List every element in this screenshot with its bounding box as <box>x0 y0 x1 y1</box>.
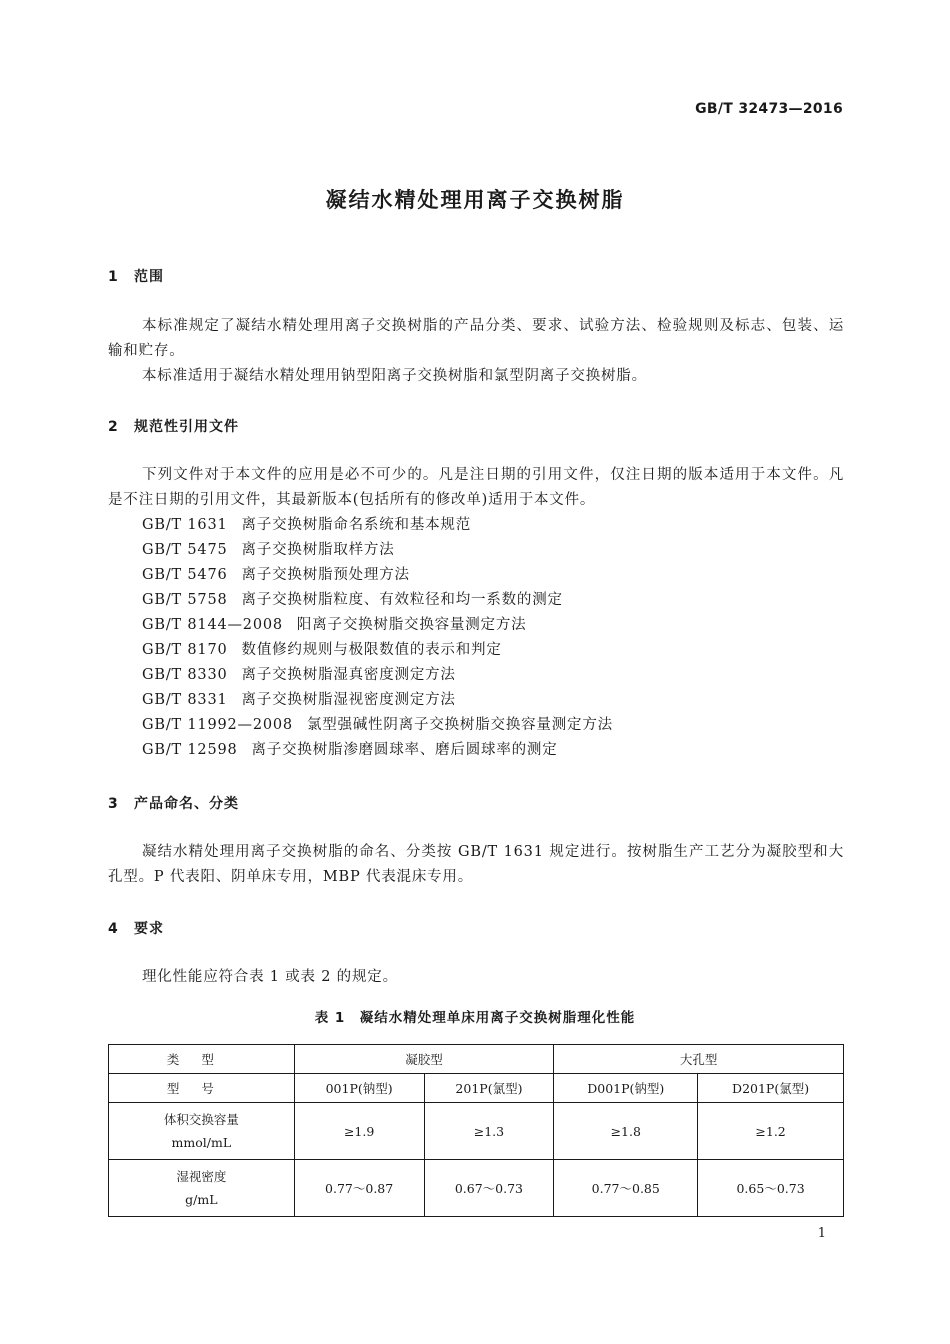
section-1-paragraph-2: 本标准适用于凝结水精处理用钠型阳离子交换树脂和氯型阴离子交换树脂。 <box>142 368 647 384</box>
value-cell: ≥1.9 <box>294 1103 424 1160</box>
section-2-paragraph-1: 下列文件对于本文件的应用是必不可少的。凡是注日期的引用文件，仅注日期的版本适用于本文件。凡是不注日期的引用文件，其最新版本(包括所有的修改单)适用于本文件。 <box>108 467 844 508</box>
table-row <box>109 1103 844 1160</box>
section-3-heading <box>108 793 239 813</box>
reference-title: 离子交换树脂湿视密度测定方法 <box>241 692 456 708</box>
reference-code: GB/T 8144—2008 <box>142 617 283 633</box>
model-cell: D001P(钠型) <box>554 1074 698 1103</box>
normative-references-list <box>142 513 613 763</box>
reference-code: GB/T 5476 <box>142 567 228 583</box>
gel-type-header: 凝胶型 <box>294 1045 554 1074</box>
reference-item <box>142 538 613 563</box>
value-cell: ≥1.3 <box>424 1103 554 1160</box>
property-name: 体积交换容量 <box>163 1112 239 1127</box>
section-1-paragraph-1: 本标准规定了凝结水精处理用离子交换树脂的产品分类、要求、试验方法、检验规则及标志、包装、运输和贮存。 <box>108 318 844 359</box>
value-cell: 0.77～0.87 <box>294 1160 424 1217</box>
property-name-cell <box>109 1103 295 1160</box>
reference-title: 离子交换树脂粒度、有效粒径和均一系数的测定 <box>241 592 563 608</box>
model-cell: D201P(氯型) <box>698 1074 844 1103</box>
section-1-heading <box>108 266 164 286</box>
table-caption: 表 1 凝结水精处理单床用离子交换树脂理化性能 <box>314 1010 636 1026</box>
reference-code: GB/T 5475 <box>142 542 228 558</box>
section-2-heading <box>108 416 239 436</box>
section-number: 2 <box>108 419 119 435</box>
section-title: 产品命名、分类 <box>134 796 239 812</box>
reference-title: 阳离子交换树脂交换容量测定方法 <box>296 617 527 633</box>
model-cell: 001P(钠型) <box>294 1074 424 1103</box>
property-unit: g/mL <box>185 1192 218 1207</box>
reference-code: GB/T 5758 <box>142 592 228 608</box>
reference-title: 离子交换树脂命名系统和基本规范 <box>241 517 472 533</box>
property-name-cell <box>109 1160 295 1217</box>
standard-code: GB/T 32473—2016 <box>695 101 843 117</box>
section-number: 3 <box>108 796 119 812</box>
reference-title: 数值修约规则与极限数值的表示和判定 <box>241 642 502 658</box>
reference-code: GB/T 8170 <box>142 642 228 658</box>
properties-table <box>108 1044 844 1217</box>
reference-item <box>142 563 613 588</box>
section-3-paragraph-1: 凝结水精处理用离子交换树脂的命名、分类按 GB/T 1631 规定进行。按树脂生产工艺分为凝胶型和大孔型。P 代表阳、阴单床专用，MBP 代表混床专用。 <box>108 844 844 885</box>
model-cell: 201P(氯型) <box>424 1074 554 1103</box>
reference-code: GB/T 11992—2008 <box>142 717 293 733</box>
reference-title: 离子交换树脂预处理方法 <box>241 567 410 583</box>
section-number: 4 <box>108 921 119 937</box>
reference-code: GB/T 8331 <box>142 692 228 708</box>
value-cell: 0.65～0.73 <box>698 1160 844 1217</box>
reference-code: GB/T 1631 <box>142 517 228 533</box>
table-model-row <box>109 1074 844 1103</box>
document-title: 凝结水精处理用离子交换树脂 <box>325 188 625 212</box>
section-title: 规范性引用文件 <box>134 419 239 435</box>
value-cell: ≥1.8 <box>554 1103 698 1160</box>
model-label: 型号 <box>166 1081 236 1096</box>
value-cell: ≥1.2 <box>698 1103 844 1160</box>
section-number: 1 <box>108 269 119 285</box>
reference-item <box>142 638 613 663</box>
property-name: 湿视密度 <box>176 1169 227 1184</box>
reference-item <box>142 738 613 763</box>
section-title: 范围 <box>134 269 164 285</box>
reference-title: 离子交换树脂湿真密度测定方法 <box>241 667 456 683</box>
value-cell: 0.77～0.85 <box>554 1160 698 1217</box>
reference-item <box>142 588 613 613</box>
section-title: 要求 <box>134 921 164 937</box>
reference-item <box>142 513 613 538</box>
reference-title: 离子交换树脂渗磨圆球率、磨后圆球率的测定 <box>251 742 558 758</box>
reference-item <box>142 713 613 738</box>
reference-item <box>142 688 613 713</box>
reference-code: GB/T 8330 <box>142 667 228 683</box>
reference-title: 离子交换树脂取样方法 <box>241 542 395 558</box>
type-label: 类型 <box>166 1052 236 1067</box>
reference-title: 氯型强碱性阴离子交换树脂交换容量测定方法 <box>306 717 613 733</box>
model-header-cell <box>109 1074 295 1103</box>
property-unit: mmol/mL <box>171 1135 232 1150</box>
section-4-paragraph-1: 理化性能应符合表 1 或表 2 的规定。 <box>142 969 398 985</box>
type-header-cell <box>109 1045 295 1074</box>
table-header-row <box>109 1045 844 1074</box>
reference-item <box>142 663 613 688</box>
table-row <box>109 1160 844 1217</box>
value-cell: 0.67～0.73 <box>424 1160 554 1217</box>
reference-code: GB/T 12598 <box>142 742 238 758</box>
macroporous-type-header: 大孔型 <box>554 1045 844 1074</box>
section-4-heading <box>108 918 164 938</box>
reference-item <box>142 613 613 638</box>
page-number: 1 <box>817 1226 826 1241</box>
